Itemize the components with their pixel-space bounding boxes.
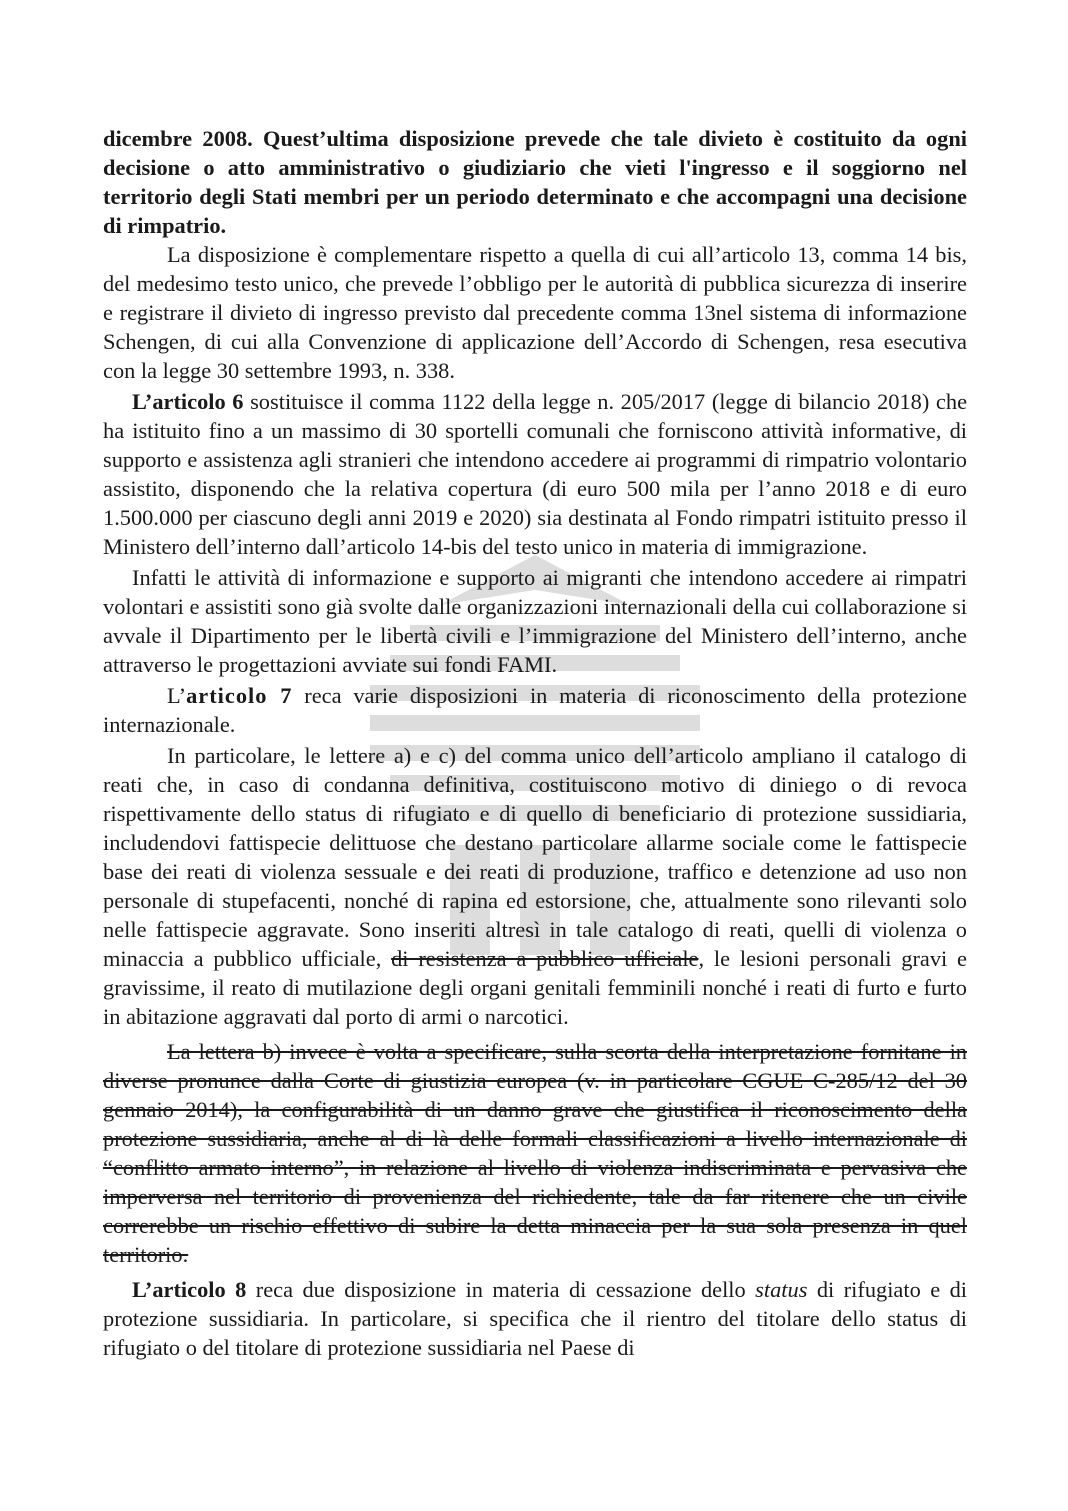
paragraph-decision-definition: dicembre 2008. Quest’ultima disposizione prevede che tale divieto è costituito da ogni decisione o atto amministrativo o giudiziario che vieti l'ingresso e il soggiorno nel territorio degli Stati membri per un periodo determinato e che accompagni una decisione di rimpatrio. xyxy=(103,126,967,238)
article-8-text-b: di rifugiato e di protezione sussidiaria. In particolare, si specifica che il rientro del titolare dello status di rifugiato o del titolare di protezione sussidiaria nel Paese di xyxy=(103,1277,967,1360)
article-7-prefix: L’ xyxy=(167,683,187,708)
paragraph-voluntary-returns: Infatti le attività di informazione e supporto ai migranti che intendono accedere ai rimpatri volontari e assistiti sono già svolte dalle organizzazioni internazionali della cui collaborazione si avvale il Dipartimento per le libertà civili e l’immigrazione del Ministero dell’interno, anche attraverso le progettazioni avviate sui fondi FAMI. xyxy=(103,565,967,677)
article-6-heading: L’articolo 6 xyxy=(132,389,244,414)
document-body xyxy=(103,124,967,1362)
article-7-text: reca varie disposizioni in materia di riconoscimento della protezione internazionale. xyxy=(103,683,967,737)
paragraph-letter-b-struck: La lettera b) invece è volta a specificare, sulla scorta della interpretazione fornitane in diverse pronunce dalla Corte di giustizia europea (v. in particolare CGUE C-285/12 del 30 gennaio 2014), la configurabilità di un danno grave che giustifica il riconoscimento della protezione sussidiaria, anche al di là delle formali classificazioni a livello internazionale di “conflitto armato interno”, in relazione al livello di violenza indiscriminata e pervasiva che imperversa nel territorio di provenienza del richiedente, tale da far ritenere che un civile correrebbe un rischio effettivo di subire la detta minaccia per la sua sola presenza in quel territorio. xyxy=(103,1039,967,1267)
paragraph-article-6 xyxy=(103,387,967,561)
paragraph-article-7 xyxy=(103,681,967,739)
article-6-text: sostituisce il comma 1122 della legge n. 205/2017 (legge di bilancio 2018) che ha istituito fino a un massimo di 30 sportelli comunali che forniscono attività informative, di supporto e assistenza agli stranieri che intendono accedere ai programmi di rimpatrio volontario assistito, disponendo che la relativa copertura (di euro 500 mila per l’anno 2018 e di euro 1.500.000 per ciascuno degli anni 2019 e 2020) sia destinata al Fondo rimpatri istituito presso il Ministero dell’interno dall’articolo 14-bis del testo unico in materia di immigrazione. xyxy=(103,389,968,559)
paragraph-complementary-provision: La disposizione è complementare rispetto a quella di cui all’articolo 13, comma 14 bis, del medesimo testo unico, che prevede l’obbligo per le autorità di pubblica sicurezza di inserire e registrare il divieto di ingresso previsto dal precedente comma 13nel sistema di informazione Schengen, di cui alla Convenzione di applicazione dell’Accordo di Schengen, resa esecutiva con la legge 30 settembre 1993, n. 338. xyxy=(103,242,967,383)
struck-text-resistance: di resistenza a pubblico ufficiale xyxy=(391,946,699,971)
crime-catalogue-text-a: In particolare, le lettere a) e c) del comma unico dell’articolo ampliano il catalogo di reati che, in caso di condanna definitiva, costituiscono motivo di diniego o di revoca rispettivamente dello status di rifugiato e di quello di beneficiario di protezione sussidiaria, includendovi fattispecie delittuose che destano particolare allarme sociale come le fattispecie base dei reati di violenza sessuale e dei reati di produzione, traffico e detenzione ad uso non personale di stupefacenti, nonché di rapina ed estorsione, che, attualmente sono rilevanti solo nelle fattispecie aggravate. Sono inseriti altresì in tale catalogo di reati, quelli di violenza o minaccia a pubblico ufficiale, xyxy=(103,743,967,971)
crime-catalogue-text-b: , le lesioni personali gravi e gravissime, il reato di mutilazione degli organi genitali femminili nonché i reati di furto e furto in abitazione aggravati dal porto di armi o narcotici. xyxy=(103,946,968,1029)
article-7-heading: articolo 7 xyxy=(186,683,293,708)
paragraph-crime-catalogue xyxy=(103,741,967,1031)
article-8-heading: L’articolo 8 xyxy=(132,1277,247,1302)
paragraph-article-8 xyxy=(103,1275,967,1362)
article-8-text-a: reca due disposizione in materia di cessazione dello xyxy=(246,1277,756,1302)
article-8-status-italic: status xyxy=(755,1277,808,1302)
